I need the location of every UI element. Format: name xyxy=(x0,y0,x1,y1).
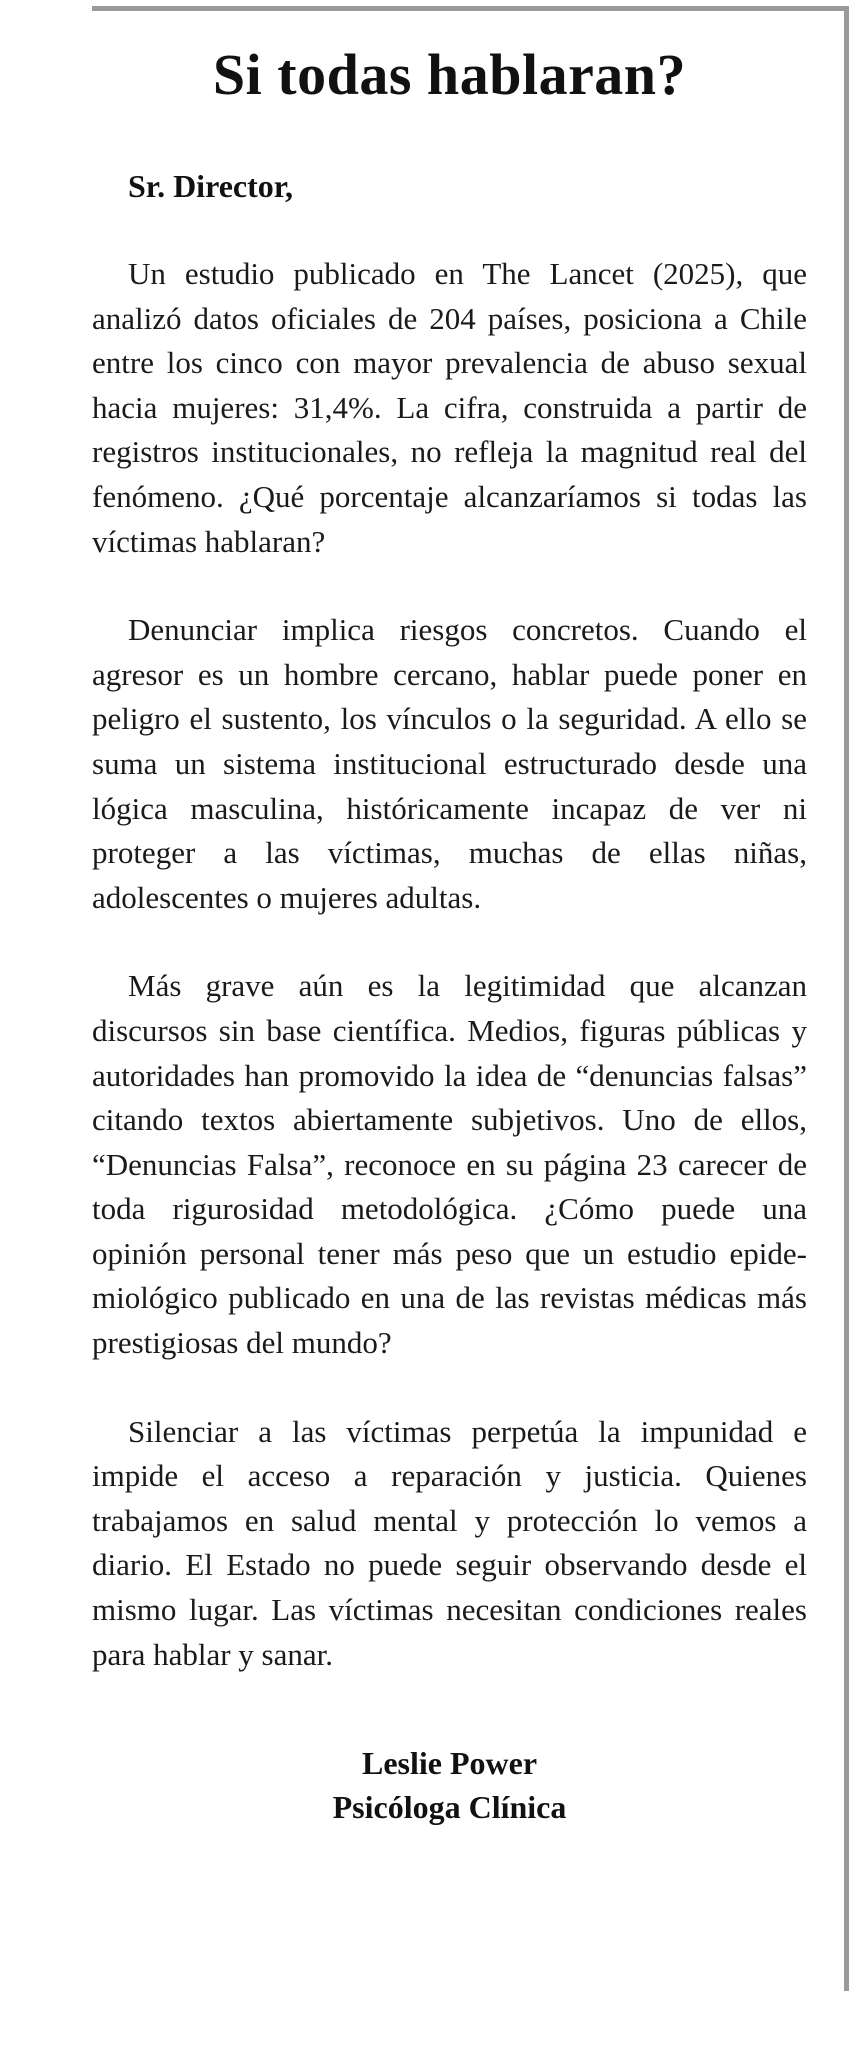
author-name: Leslie Power xyxy=(361,1745,538,1782)
body-paragraph-3: Más grave aún es la legitimidad que alcanzan discursos sin base científica. Medios, figuras públicas y autoridades han promovido la idea de “denuncias falsas” citando textos abiertamente subjetivos. Uno de ellos, “Denuncias Falsa”, reconoce en su página 23 carecer de toda rigurosidad metodológica. ¿Cómo puede una opinión personal tener más peso que un estudio epidemiológico publicado en una de las revistas médicas más prestigiosas del mundo? xyxy=(92,968,807,1361)
author-title: Psicóloga Clínica xyxy=(332,1789,567,1826)
body-paragraph-4: Silenciar a las víctimas perpetúa la impunidad e impide el acceso a reparación y justicia. Quienes trabajamos en salud mental y protección lo vemos a diario. El Estado no puede seguir observando desde el mismo lugar. Las víctimas necesitan condiciones reales para hablar y sanar. xyxy=(92,1413,807,1672)
signature-block xyxy=(92,1741,807,1829)
body-paragraph-1: Un estudio publicado en The Lancet (2025), que analizó datos oficiales de 204 países, posiciona a Chile entre los cinco con mayor prevalencia de abuso sexual hacia mujeres: 31,4%. La cifra, construida a partir de registros institucionales, no refleja la magnitud real del fenómeno. ¿Qué porcentaje alcanzaríamos si todas las víctimas hablaran? xyxy=(92,256,807,559)
letter-to-editor xyxy=(92,30,807,1829)
headline: Si todas hablaran? xyxy=(212,42,687,107)
body-paragraph-2: Denunciar implica riesgos concretos. Cuando el agresor es un hombre cercano, hablar puede poner en peligro el sustento, los vínculos o la seguridad. A ello se suma un sistema institucional estructurado desde una lógica masculina, históricamente incapaz de ver ni proteger a las víctimas, muchas de ellas niñas, adolescentes o mujeres adultas. xyxy=(92,612,807,915)
right-border-rule xyxy=(844,6,849,1991)
top-border-rule xyxy=(92,6,849,11)
salutation: Sr. Director, xyxy=(128,168,294,204)
